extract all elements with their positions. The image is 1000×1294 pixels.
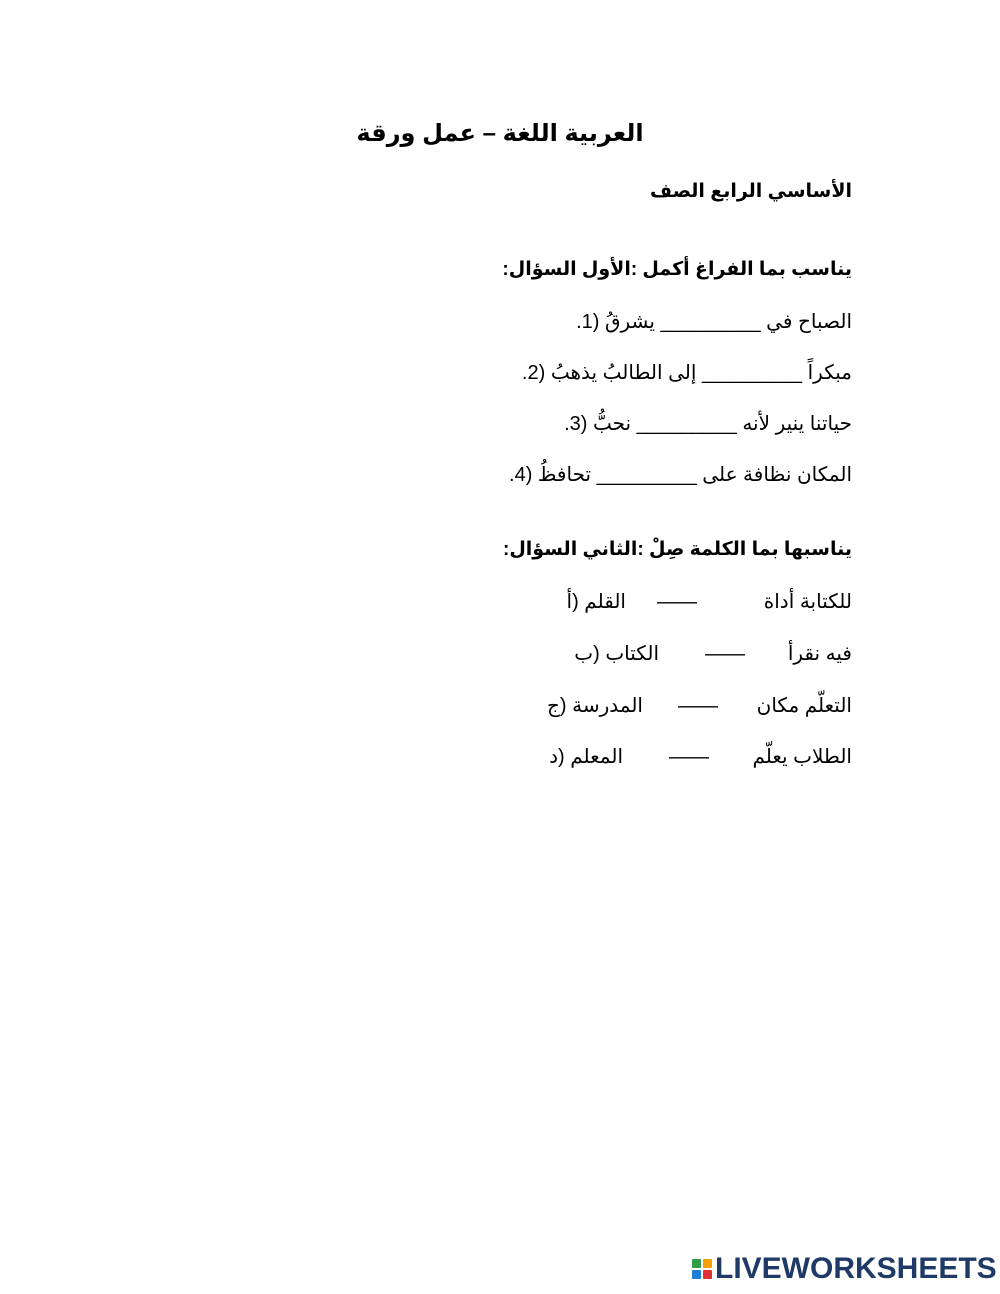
match-word: المدرسة (ج <box>547 695 643 717</box>
question-1-item: .مبكراً _________ إلى الطالبُ يذهبُ (2 <box>521 362 852 384</box>
match-dash: —— <box>657 591 697 613</box>
match-definition: الطلاب يعلّم <box>752 746 852 768</box>
logo-text: LIVEWORKSHEETS <box>715 1252 997 1285</box>
match-definition: للكتابة أداة <box>763 591 852 613</box>
question-1-item: .المكان نظافة على _________ تحافظُ (4 <box>509 464 852 486</box>
question-2-heading: :يناسبها بما الكلمة صِلْ :الثاني السؤال <box>502 539 852 560</box>
match-definition: التعلّم مكان <box>756 695 852 717</box>
liveworksheets-logo <box>692 1253 997 1285</box>
match-dash: —— <box>705 643 745 665</box>
question-1-heading: :يناسب بما الفراغ أكمل :الأول السؤال <box>502 259 852 280</box>
match-dash: —— <box>678 695 718 717</box>
match-word: الكتاب (ب <box>574 643 659 665</box>
match-definition: فيه نقرأ <box>787 643 852 665</box>
page-title: العربية اللغة – عمل ورقة <box>356 120 644 147</box>
question-1-item: .الصباح في _________ يشرقُ (1 <box>576 311 852 333</box>
question-1-item: .حياتنا ينير لأنه _________ نحبُّ (3 <box>564 413 852 435</box>
match-word: المعلم (د <box>549 746 623 768</box>
match-word: القلم (أ <box>566 591 626 613</box>
grade-label: الأساسي الرابع الصف <box>649 181 852 202</box>
logo-squares-icon <box>692 1259 712 1279</box>
match-dash: —— <box>669 746 709 768</box>
